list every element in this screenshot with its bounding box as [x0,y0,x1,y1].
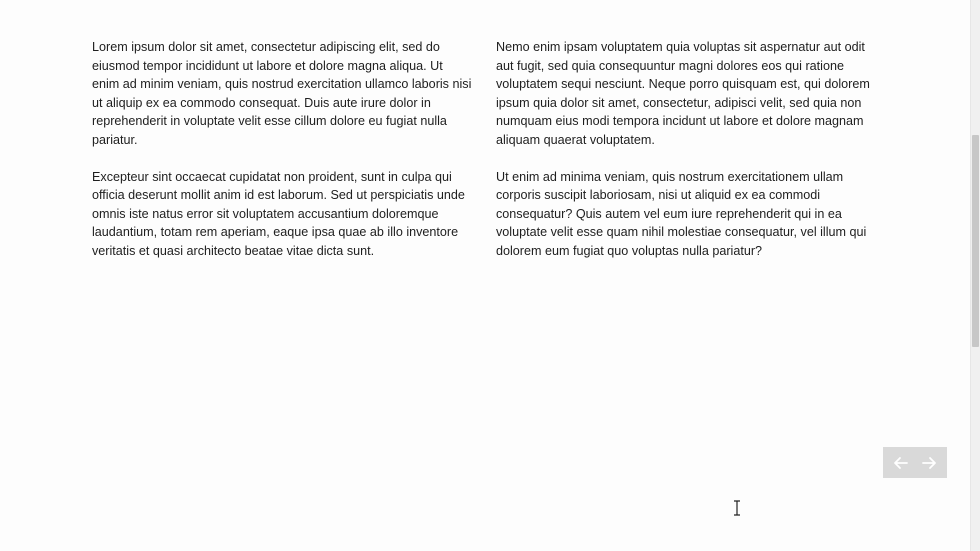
prev-page-button[interactable] [889,451,913,475]
text-column-right [496,38,876,279]
paragraph: Ut enim ad minima veniam, quis nostrum exercitationem ullam corporis suscipit laboriosam, nisi ut aliquid ex ea commodi consequatur? Quis autem vel eum iure reprehenderit qui in ea voluptate velit esse quam nihil molestiae consequatur, vel illum qui dolorem eum fugiat quo voluptas nulla pariatur? [496,169,867,258]
paragraph: Nemo enim ipsam voluptatem quia voluptas sit aspernatur aut odit aut fugit, sed quia consequuntur magni dolores eos qui ratione voluptatem sequi nesciunt. Neque porro quisquam est, qui dolorem ipsum quia dolor sit amet, consectetur, adipisci velit, sed quia non numquam eius modi tempora incidunt ut labore et dolore magnam aliquam quaerat voluptatem. [496,40,870,147]
text-cursor-icon [732,500,742,516]
arrow-right-icon [921,456,937,470]
text-column-left [92,38,472,279]
next-page-button[interactable] [917,451,941,475]
scrollbar-thumb[interactable] [972,135,979,347]
arrow-left-icon [893,456,909,470]
paragraph: Lorem ipsum dolor sit amet, consectetur adipiscing elit, sed do eiusmod tempor incididunt ut labore et dolore magna aliqua. Ut enim ad minim veniam, quis nostrud exercitation ullamco laboris nisi ut aliquip ex ea commodo consequat. Duis aute irure dolor in reprehenderit in voluptate velit esse cillum dolore eu fugiat nulla pariatur. [92,40,472,147]
vertical-scrollbar[interactable] [970,0,980,551]
pagination-controls [883,447,947,478]
paragraph: Excepteur sint occaecat cupidatat non proident, sunt in culpa qui officia deserunt mollit anim id est laborum. Sed ut perspiciatis unde omnis iste natus error sit voluptatem accusantium doloremque laudantium, totam rem aperiam, eaque ipsa quae ab illo inventore veritatis et quasi architecto beatae vitae dicta sunt. [92,169,465,258]
